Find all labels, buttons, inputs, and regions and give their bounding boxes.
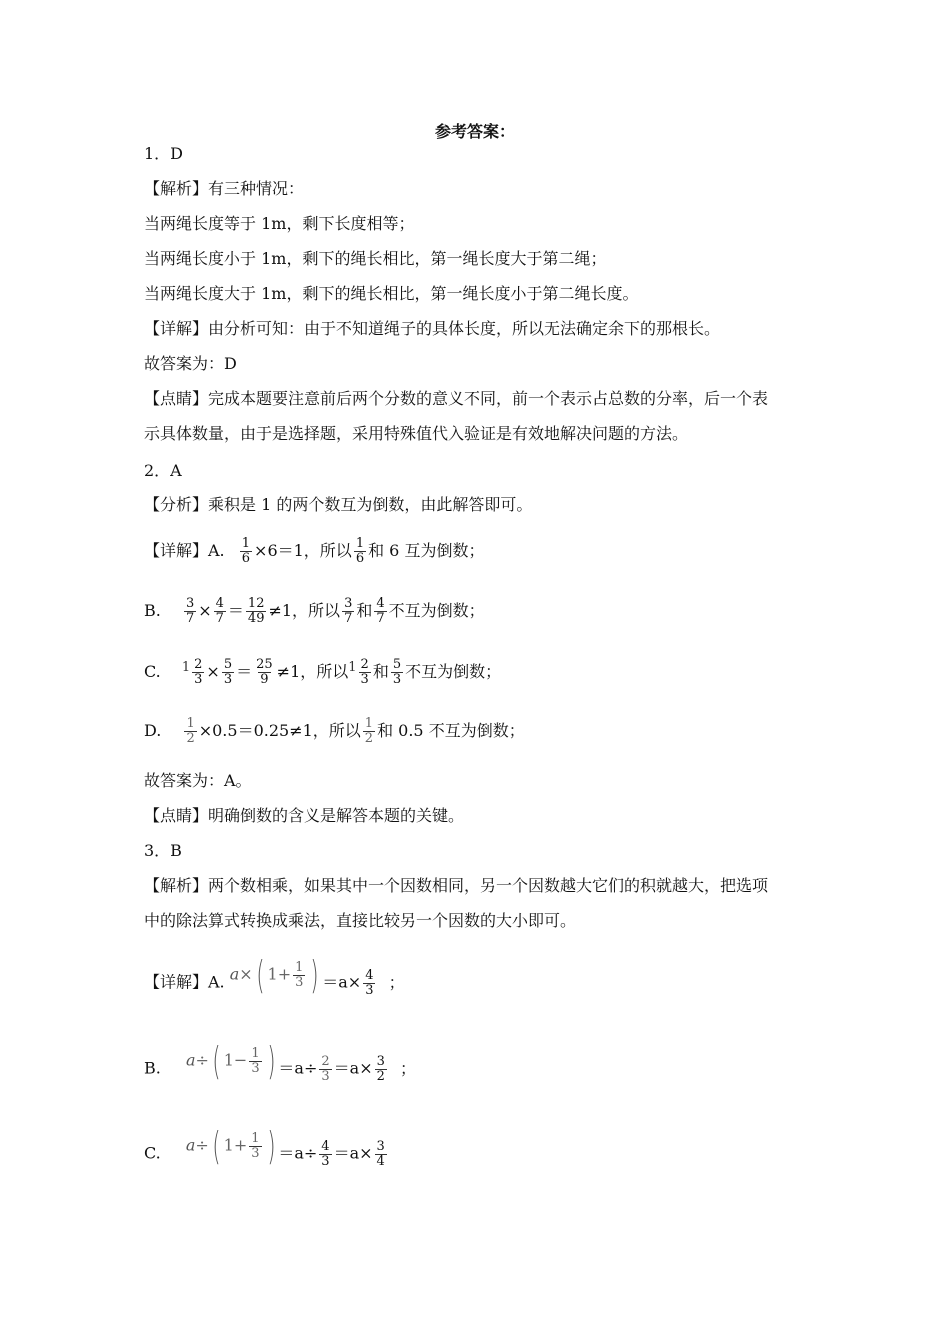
q3-a-label: 【详解】A. <box>144 972 225 992</box>
q1-note-line-1: 【点睛】完成本题要注意前后两个分数的意义不同，前一个表示占总数的分率，后一个表 <box>144 389 769 408</box>
expression-text: ； <box>399 1058 416 1078</box>
fraction: $\frac{1}{6}$ <box>241 536 251 566</box>
q1-heading: 1．D <box>144 144 184 163</box>
q3-c-label: C. <box>144 1143 161 1163</box>
fraction: $\frac{5}{3}$ <box>223 657 233 687</box>
expression-text: 和 0.5 不互为倒数； <box>377 721 525 740</box>
fraction: $\frac{4}{7}$ <box>376 596 385 626</box>
expression-text: 和 6 互为倒数； <box>368 541 485 560</box>
fraction: $\frac{1}{6}$ <box>355 536 365 566</box>
expression-text: ＝a× <box>322 972 362 992</box>
q3-option-c <box>144 1124 389 1169</box>
expression-text: 不互为倒数； <box>388 601 485 620</box>
operator: × <box>198 601 212 620</box>
q3-heading: 3．B <box>144 841 182 860</box>
fraction: $\frac{2}{3}$ <box>360 657 369 687</box>
expression-image: a×( 1+ $\frac{1}{3}$ ) <box>229 953 319 997</box>
operator: ＝ <box>236 662 253 681</box>
fraction: $\frac{2}{3}$ <box>321 1053 330 1084</box>
fraction: $\frac{3}{7}$ <box>344 596 353 626</box>
expression-text: ＝a÷ <box>278 1143 318 1163</box>
q1-answer: 故答案为：D <box>144 354 237 373</box>
q1-detail: 【详解】由分析可知：由于不知道绳子的具体长度，所以无法确定余下的那根长。 <box>144 319 721 338</box>
q2-a-label: 【详解】A. <box>144 541 225 560</box>
q2-option-b <box>144 597 485 626</box>
q1-analysis: 【解析】有三种情况： <box>144 179 305 198</box>
expression-text: ＝a× <box>333 1058 373 1078</box>
q2-option-d <box>144 717 525 746</box>
q2-c-label: C. <box>144 662 161 681</box>
q2-answer: 故答案为：A。 <box>144 771 252 790</box>
expression-text: 不互为倒数； <box>405 662 502 681</box>
fraction: $\frac{5}{3}$ <box>392 657 402 687</box>
page-title: 参考答案： <box>434 122 515 141</box>
q2-heading: 2．A <box>144 461 182 480</box>
fraction: $\frac{4}{3}$ <box>365 967 374 998</box>
fraction: $\frac{12}{49}$ <box>247 596 265 626</box>
fraction: $\frac{25}{9}$ <box>256 657 273 687</box>
expression-text: ＝a× <box>333 1143 373 1163</box>
q3-analysis-line-2: 中的除法算式转换成乘法，直接比较另一个因数的大小即可。 <box>144 911 577 930</box>
q2-option-a <box>144 537 484 566</box>
expression-text: 和 <box>372 662 389 681</box>
mixed-number-integer: 1 <box>348 660 357 675</box>
q3-b-label: B. <box>144 1058 161 1078</box>
expression-image: a÷( 1− $\frac{1}{3}$ ) <box>185 1039 276 1083</box>
fraction: $\frac{4}{3}$ <box>321 1138 330 1169</box>
expression-text: ≠1，所以 <box>276 662 349 681</box>
q2-b-label: B. <box>144 601 161 620</box>
q2-d-label: D. <box>144 721 162 740</box>
q3-option-b <box>144 1039 416 1084</box>
expression-text: ≠1，所以 <box>268 601 341 620</box>
fraction: $\frac{1}{2}$ <box>186 716 195 746</box>
expression-text: 和 <box>356 601 373 620</box>
q1-case-3: 当两绳长度大于 1m，剩下的绳长相比，第一绳长度小于第二绳长度。 <box>144 284 639 303</box>
q3-option-a <box>144 953 405 998</box>
mixed-number-integer: 1 <box>181 660 191 675</box>
q1-case-2: 当两绳长度小于 1m，剩下的绳长相比，第一绳长度大于第二绳； <box>144 249 607 268</box>
operator: × <box>206 662 220 681</box>
q2-option-c <box>144 657 501 687</box>
expression-text: ×0.5＝0.25≠1，所以 <box>198 721 361 740</box>
fraction: $\frac{1}{2}$ <box>364 716 374 746</box>
expression-text: ＝a÷ <box>278 1058 318 1078</box>
expression-text: ； <box>388 972 405 992</box>
expression-text: ×6＝1，所以 <box>254 541 352 560</box>
fraction: $\frac{3}{7}$ <box>185 596 195 626</box>
q2-note: 【点睛】明确倒数的含义是解答本题的关键。 <box>144 806 465 825</box>
fraction: $\frac{4}{7}$ <box>215 596 224 626</box>
q2-analysis: 【分析】乘积是 1 的两个数互为倒数，由此解答即可。 <box>144 495 533 514</box>
fraction: $\frac{3}{2}$ <box>376 1053 385 1084</box>
fraction: $\frac{2}{3}$ <box>194 657 203 687</box>
fraction: $\frac{3}{4}$ <box>376 1138 385 1169</box>
q1-note-line-2: 示具体数量，由于是选择题，采用特殊值代入验证是有效地解决问题的方法。 <box>144 424 689 443</box>
expression-image: a÷( 1+ $\frac{1}{3}$ ) <box>185 1124 276 1168</box>
operator: ＝ <box>227 601 244 620</box>
q3-analysis-line-1: 【解析】两个数相乘，如果其中一个因数相同，另一个因数越大它们的积就越大，把选项 <box>144 876 769 895</box>
q1-case-1: 当两绳长度等于 1m，剩下长度相等； <box>144 214 415 233</box>
